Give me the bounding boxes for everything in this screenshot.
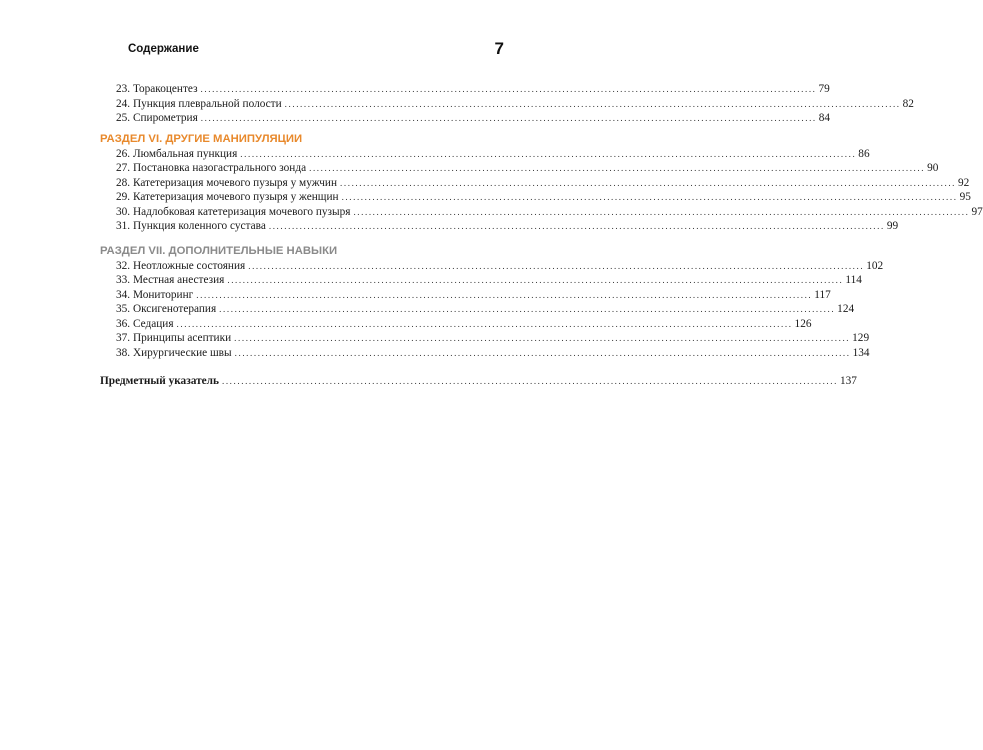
section-heading-7[interactable]: РАЗДЕЛ VII. ДОПОЛНИТЕЛЬНЫЕ НАВЫКИ — [100, 244, 338, 257]
dot-leader: ................................................................................................................................................................ — [240, 148, 857, 159]
toc-entry-page: 90 — [927, 162, 939, 174]
toc-entry-label: 35. Оксигенотерапия — [116, 303, 217, 315]
section-heading-6[interactable]: РАЗДЕЛ VI. ДРУГИЕ МАНИПУЛЯЦИИ — [100, 132, 303, 145]
page-number: 7 — [494, 39, 504, 58]
toc-entry-page: 134 — [852, 346, 870, 359]
toc-entry-subject-index[interactable] — [100, 374, 857, 389]
toc-entry-34[interactable] — [100, 288, 831, 303]
dot-leader: ................................................................................................................................................................ — [176, 318, 793, 329]
toc-entry-26[interactable] — [100, 147, 870, 162]
dot-leader: ................................................................................................................................................................ — [221, 376, 838, 386]
toc-entry-label: 25. Спирометрия — [116, 112, 198, 124]
toc-entry-25[interactable] — [100, 111, 831, 126]
toc-entry-label: 33. Местная анестезия — [116, 274, 225, 286]
running-header-title: Содержание — [128, 43, 199, 55]
section-6-entries — [100, 147, 983, 234]
toc-entry-label: 30. Надлобковая катетеризация мочевого пузыря — [116, 205, 351, 218]
section-7-entries — [100, 259, 884, 361]
toc-entry-label: 29. Катетеризация мочевого пузыря у женщин — [116, 191, 339, 203]
toc-entry-32[interactable] — [100, 259, 884, 274]
toc-entry-31[interactable] — [100, 219, 899, 234]
toc-entry-label: 23. Торакоцентез — [116, 83, 198, 95]
toc-entry-page: 114 — [845, 274, 862, 286]
toc-entry-label: 24. Пункция плевральной полости — [116, 97, 282, 110]
toc-entry-label: 34. Мониторинг — [116, 288, 194, 301]
dot-leader: ................................................................................................................................................................ — [219, 304, 836, 314]
toc-entry-page: 97 — [971, 205, 983, 218]
toc-entry-24[interactable] — [100, 97, 914, 112]
toc-entry-page: 129 — [852, 332, 870, 344]
toc-entry-30[interactable] — [100, 205, 983, 220]
toc-entry-label: 38. Хирургические швы — [116, 346, 232, 359]
dot-leader: ................................................................................................................................................................ — [248, 260, 865, 271]
dot-leader: ................................................................................................................................................................ — [234, 347, 851, 358]
toc-entry-page: 84 — [818, 112, 831, 124]
dot-leader: ................................................................................................................................................................ — [268, 221, 885, 231]
dot-leader: ................................................................................................................................................................ — [200, 113, 817, 123]
page-header — [128, 39, 504, 62]
toc-entry-36[interactable] — [100, 317, 812, 332]
toc-entry-28[interactable] — [100, 176, 970, 191]
toc-entry-label: 36. Седация — [116, 317, 174, 330]
toc-entry-29[interactable] — [100, 190, 971, 205]
toc-entry-page: 99 — [886, 220, 899, 232]
toc-entry-label: 27. Постановка назогастрального зонда — [116, 162, 307, 174]
toc-entry-33[interactable] — [100, 273, 862, 288]
dot-leader: ................................................................................................................................................................ — [200, 84, 817, 94]
dot-leader: ................................................................................................................................................................ — [196, 289, 813, 300]
toc-entry-page: 95 — [959, 191, 971, 203]
toc-entry-label: Предметный указатель — [100, 375, 219, 387]
toc-entry-page: 86 — [858, 147, 870, 160]
table-of-contents — [100, 82, 983, 389]
dot-leader: ................................................................................................................................................................ — [227, 275, 844, 285]
toc-entry-page: 92 — [958, 176, 970, 189]
toc-entry-35[interactable] — [100, 302, 855, 317]
dot-leader: ................................................................................................................................................................ — [234, 333, 851, 343]
toc-entry-label: 37. Принципы асептики — [116, 332, 232, 344]
toc-entry-page: 117 — [814, 288, 831, 301]
toc-entry-page: 124 — [837, 303, 855, 315]
dot-leader: ................................................................................................................................................................ — [353, 206, 970, 217]
toc-entry-label: 31. Пункция коленного сустава — [116, 220, 266, 232]
toc-group-continued — [100, 82, 914, 126]
toc-entry-page: 102 — [866, 259, 884, 272]
toc-entry-label: 32. Неотложные состояния — [116, 259, 246, 272]
toc-entry-38[interactable] — [100, 346, 870, 361]
toc-entry-37[interactable] — [100, 331, 870, 346]
dot-leader: ................................................................................................................................................................ — [340, 177, 957, 188]
dot-leader: ................................................................................................................................................................ — [341, 192, 958, 202]
toc-entry-page: 137 — [839, 375, 857, 387]
toc-entry-page: 79 — [818, 83, 830, 95]
toc-entry-page: 126 — [794, 317, 812, 330]
toc-entry-label: 26. Люмбальная пункция — [116, 147, 238, 160]
dot-leader: ................................................................................................................................................................ — [309, 163, 926, 173]
toc-entry-page: 82 — [902, 97, 914, 110]
dot-leader: ................................................................................................................................................................ — [284, 98, 901, 109]
toc-entry-27[interactable] — [100, 161, 939, 176]
toc-entry-label: 28. Катетеризация мочевого пузыря у мужчин — [116, 176, 338, 189]
toc-entry-23[interactable] — [100, 82, 830, 97]
